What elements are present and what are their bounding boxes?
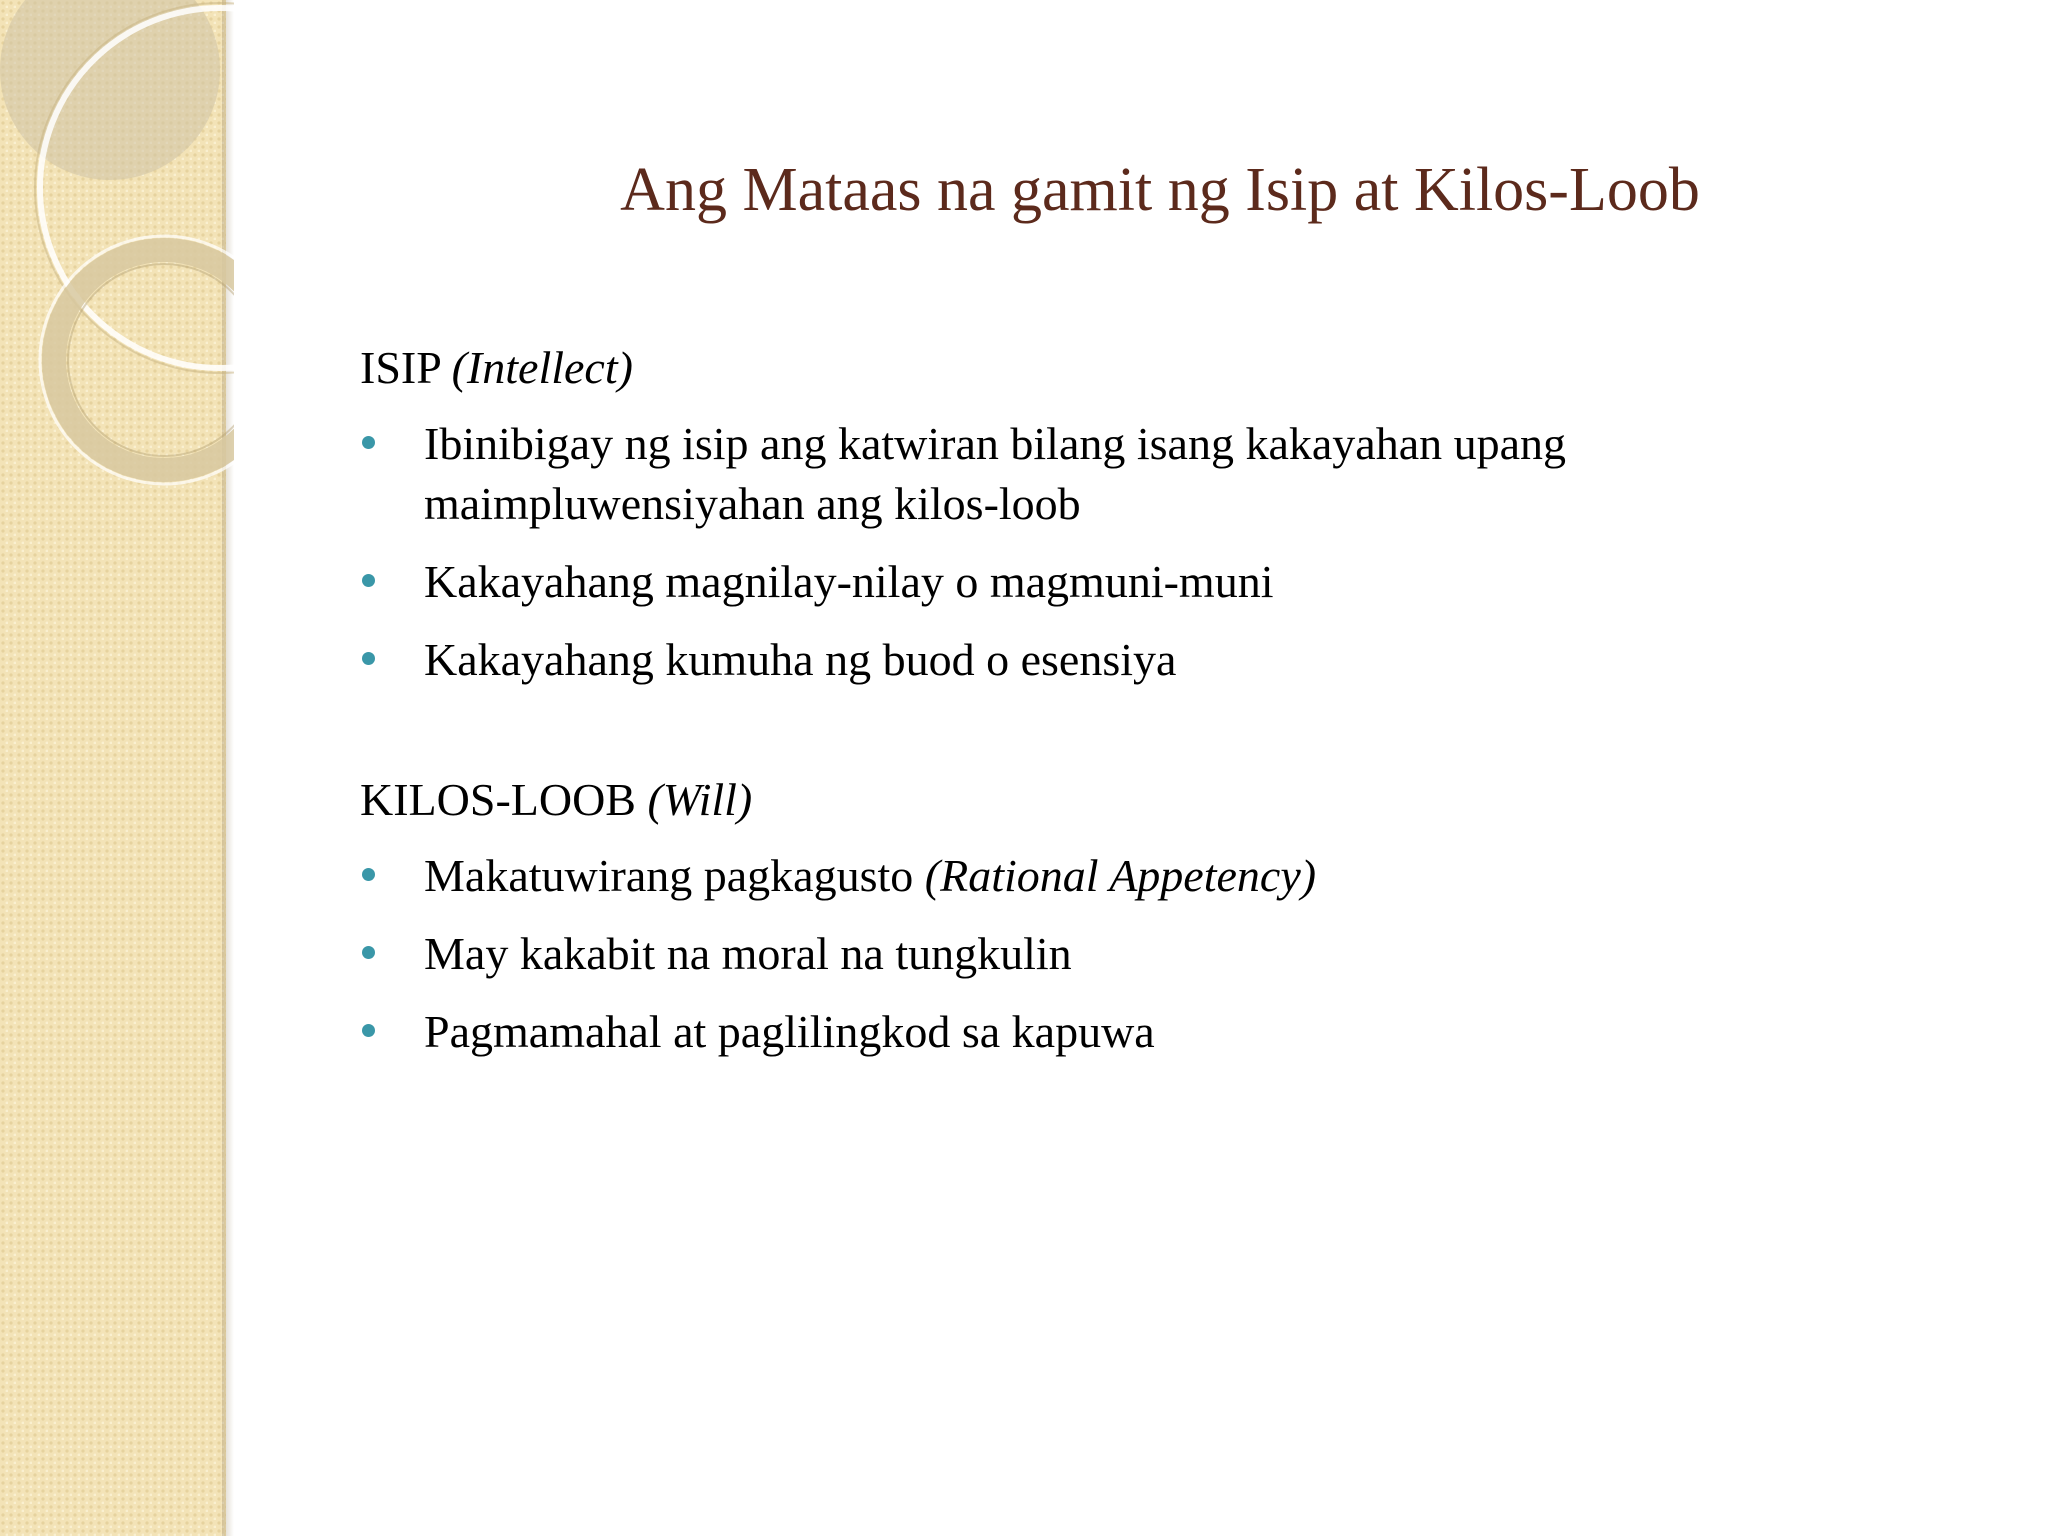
ring-ornament-icon <box>0 0 234 500</box>
bullet-list-isip <box>360 414 1840 690</box>
section-spacer <box>360 708 1840 770</box>
list-item-note: (Rational Appetency) <box>924 850 1317 901</box>
bullet-dot-icon <box>362 436 375 449</box>
section-heading-isip <box>360 338 1840 398</box>
section-heading-label: KILOS-LOOB <box>360 774 636 825</box>
bullet-list-kilos-loob <box>360 846 1840 1062</box>
list-item <box>360 552 1840 612</box>
list-item <box>360 846 1840 906</box>
bullet-dot-icon <box>362 652 375 665</box>
bullet-dot-icon <box>362 1024 375 1037</box>
section-heading-note: (Intellect) <box>451 342 633 393</box>
bullet-dot-icon <box>362 946 375 959</box>
list-item-text: Kakayahang magnilay-nilay o magmuni-muni <box>424 556 1274 607</box>
list-item <box>360 924 1840 984</box>
bullet-dot-icon <box>362 868 375 881</box>
slide-content <box>360 338 1840 1080</box>
list-item-text: Makatuwirang pagkagusto <box>424 850 914 901</box>
list-item <box>360 414 1840 534</box>
slide-title: Ang Mataas na gamit ng Isip at Kilos-Loob <box>620 156 1700 224</box>
list-item-text: Kakayahang kumuha ng buod o esensiya <box>424 634 1177 685</box>
bullet-dot-icon <box>362 574 375 587</box>
section-heading-note: (Will) <box>647 774 753 825</box>
section-heading-label: ISIP <box>360 342 441 393</box>
list-item-text: Ibinibigay ng isip ang katwiran bilang isang kakayahan upang maimpluwensiyahan ang kilos-loob <box>424 418 1567 529</box>
list-item <box>360 630 1840 690</box>
list-item-text: Pagmamahal at paglilingkod sa kapuwa <box>424 1006 1155 1057</box>
list-item-text: May kakabit na moral na tungkulin <box>424 928 1072 979</box>
list-item <box>360 1002 1840 1062</box>
section-heading-kilos-loob <box>360 770 1840 830</box>
